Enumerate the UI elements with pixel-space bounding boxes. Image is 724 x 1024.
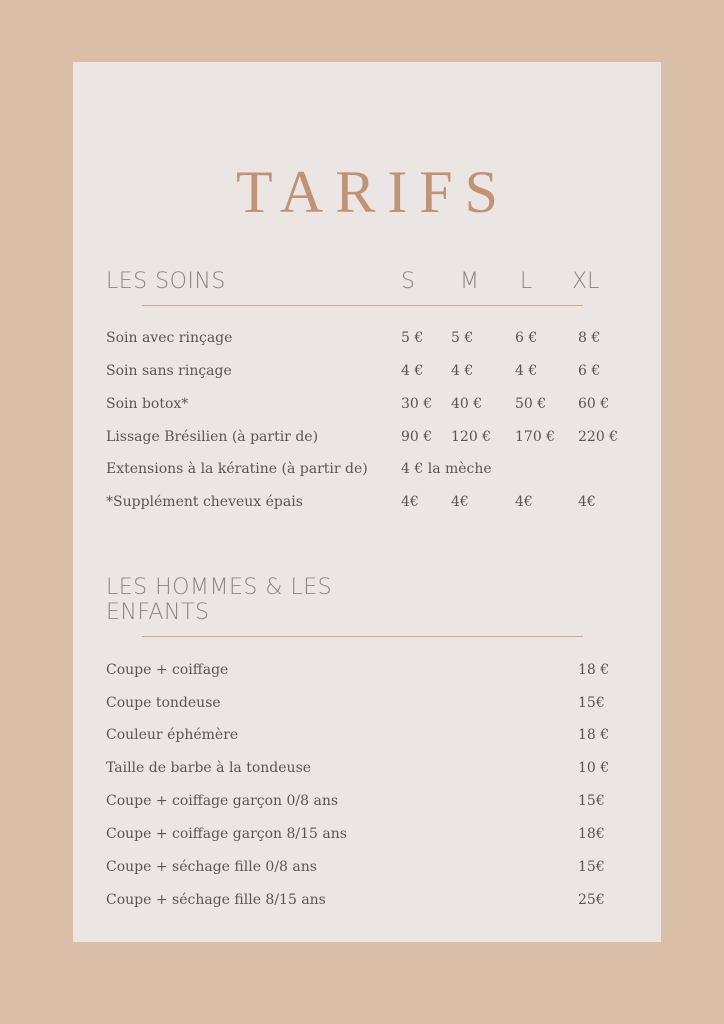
soins-row (0, 393, 724, 426)
price-s: 90 € (401, 429, 433, 445)
price-m: 5 € (451, 330, 474, 346)
section-heading-hommes-line1: LES HOMMES & LES (106, 575, 333, 600)
price-xl: 4€ (578, 494, 596, 510)
hommes-row (0, 724, 724, 757)
price-s: 4 € (401, 363, 424, 379)
section-divider-hommes (142, 636, 583, 637)
hommes-row (0, 823, 724, 856)
hommes-row-label: Couleur éphémère (106, 727, 239, 743)
price-m: 4 € (451, 363, 474, 379)
price-m: 120 € (451, 429, 492, 445)
hommes-row-price: 18 € (578, 727, 610, 743)
hommes-row-label: Coupe + coiffage garçon 0/8 ans (106, 793, 339, 809)
hommes-row-label: Taille de barbe à la tondeuse (106, 760, 312, 776)
hommes-row (0, 790, 724, 823)
soins-row-label: Soin botox* (106, 396, 189, 412)
hommes-row-label: Coupe tondeuse (106, 695, 221, 711)
price-xl: 6 € (578, 363, 601, 379)
soins-row-label: Lissage Brésilien (à partir de) (106, 429, 319, 445)
price-xl: 60 € (578, 396, 610, 412)
hommes-row-label: Coupe + coiffage (106, 662, 229, 678)
hommes-row-price: 15€ (578, 793, 605, 809)
size-header-m: M (460, 269, 479, 294)
hommes-row-price: 10 € (578, 760, 610, 776)
soins-row (0, 458, 724, 491)
price-xl: 8 € (578, 330, 601, 346)
hommes-row-price: 18 € (578, 662, 610, 678)
price-m: 4€ (451, 494, 469, 510)
price-l: 50 € (515, 396, 547, 412)
hommes-row (0, 856, 724, 889)
section-heading-hommes-line2: ENFANTS (106, 600, 210, 625)
price-l: 170 € (515, 429, 556, 445)
soins-row (0, 491, 724, 524)
soins-row (0, 360, 724, 393)
price-s: 4€ (401, 494, 419, 510)
soins-row-label: Extensions à la kératine (à partir de) (106, 461, 368, 477)
section-divider-soins (142, 305, 583, 306)
soins-row-label: *Supplément cheveux épais (106, 494, 303, 510)
hommes-row-label: Coupe + coiffage garçon 8/15 ans (106, 826, 347, 842)
page-title: TARIFS (236, 159, 510, 225)
price-l: 4 € (515, 363, 538, 379)
price-l: 6 € (515, 330, 538, 346)
size-header-xl: XL (572, 269, 600, 294)
soins-row-label: Soin avec rinçage (106, 330, 233, 346)
soins-row-label: Soin sans rinçage (106, 363, 232, 379)
price-xl: 220 € (578, 429, 619, 445)
price-l: 4€ (515, 494, 533, 510)
hommes-row (0, 659, 724, 692)
hommes-row-price: 25€ (578, 892, 605, 908)
hommes-row (0, 757, 724, 790)
size-header-s: S (401, 269, 415, 294)
soins-row (0, 426, 724, 459)
hommes-row-price: 15€ (578, 695, 605, 711)
hommes-row-price: 18€ (578, 826, 605, 842)
hommes-row-label: Coupe + séchage fille 8/15 ans (106, 892, 326, 908)
hommes-row (0, 692, 724, 725)
price-s: 5 € (401, 330, 424, 346)
hommes-row (0, 889, 724, 922)
section-heading-soins: LES SOINS (106, 269, 226, 294)
size-header-l: L (520, 269, 533, 294)
hommes-row-price: 15€ (578, 859, 605, 875)
hommes-row-label: Coupe + séchage fille 0/8 ans (106, 859, 317, 875)
soins-row (0, 327, 724, 360)
price-s: 30 € (401, 396, 433, 412)
price-m: 40 € (451, 396, 483, 412)
price-note: 4 € la mèche (401, 461, 492, 477)
